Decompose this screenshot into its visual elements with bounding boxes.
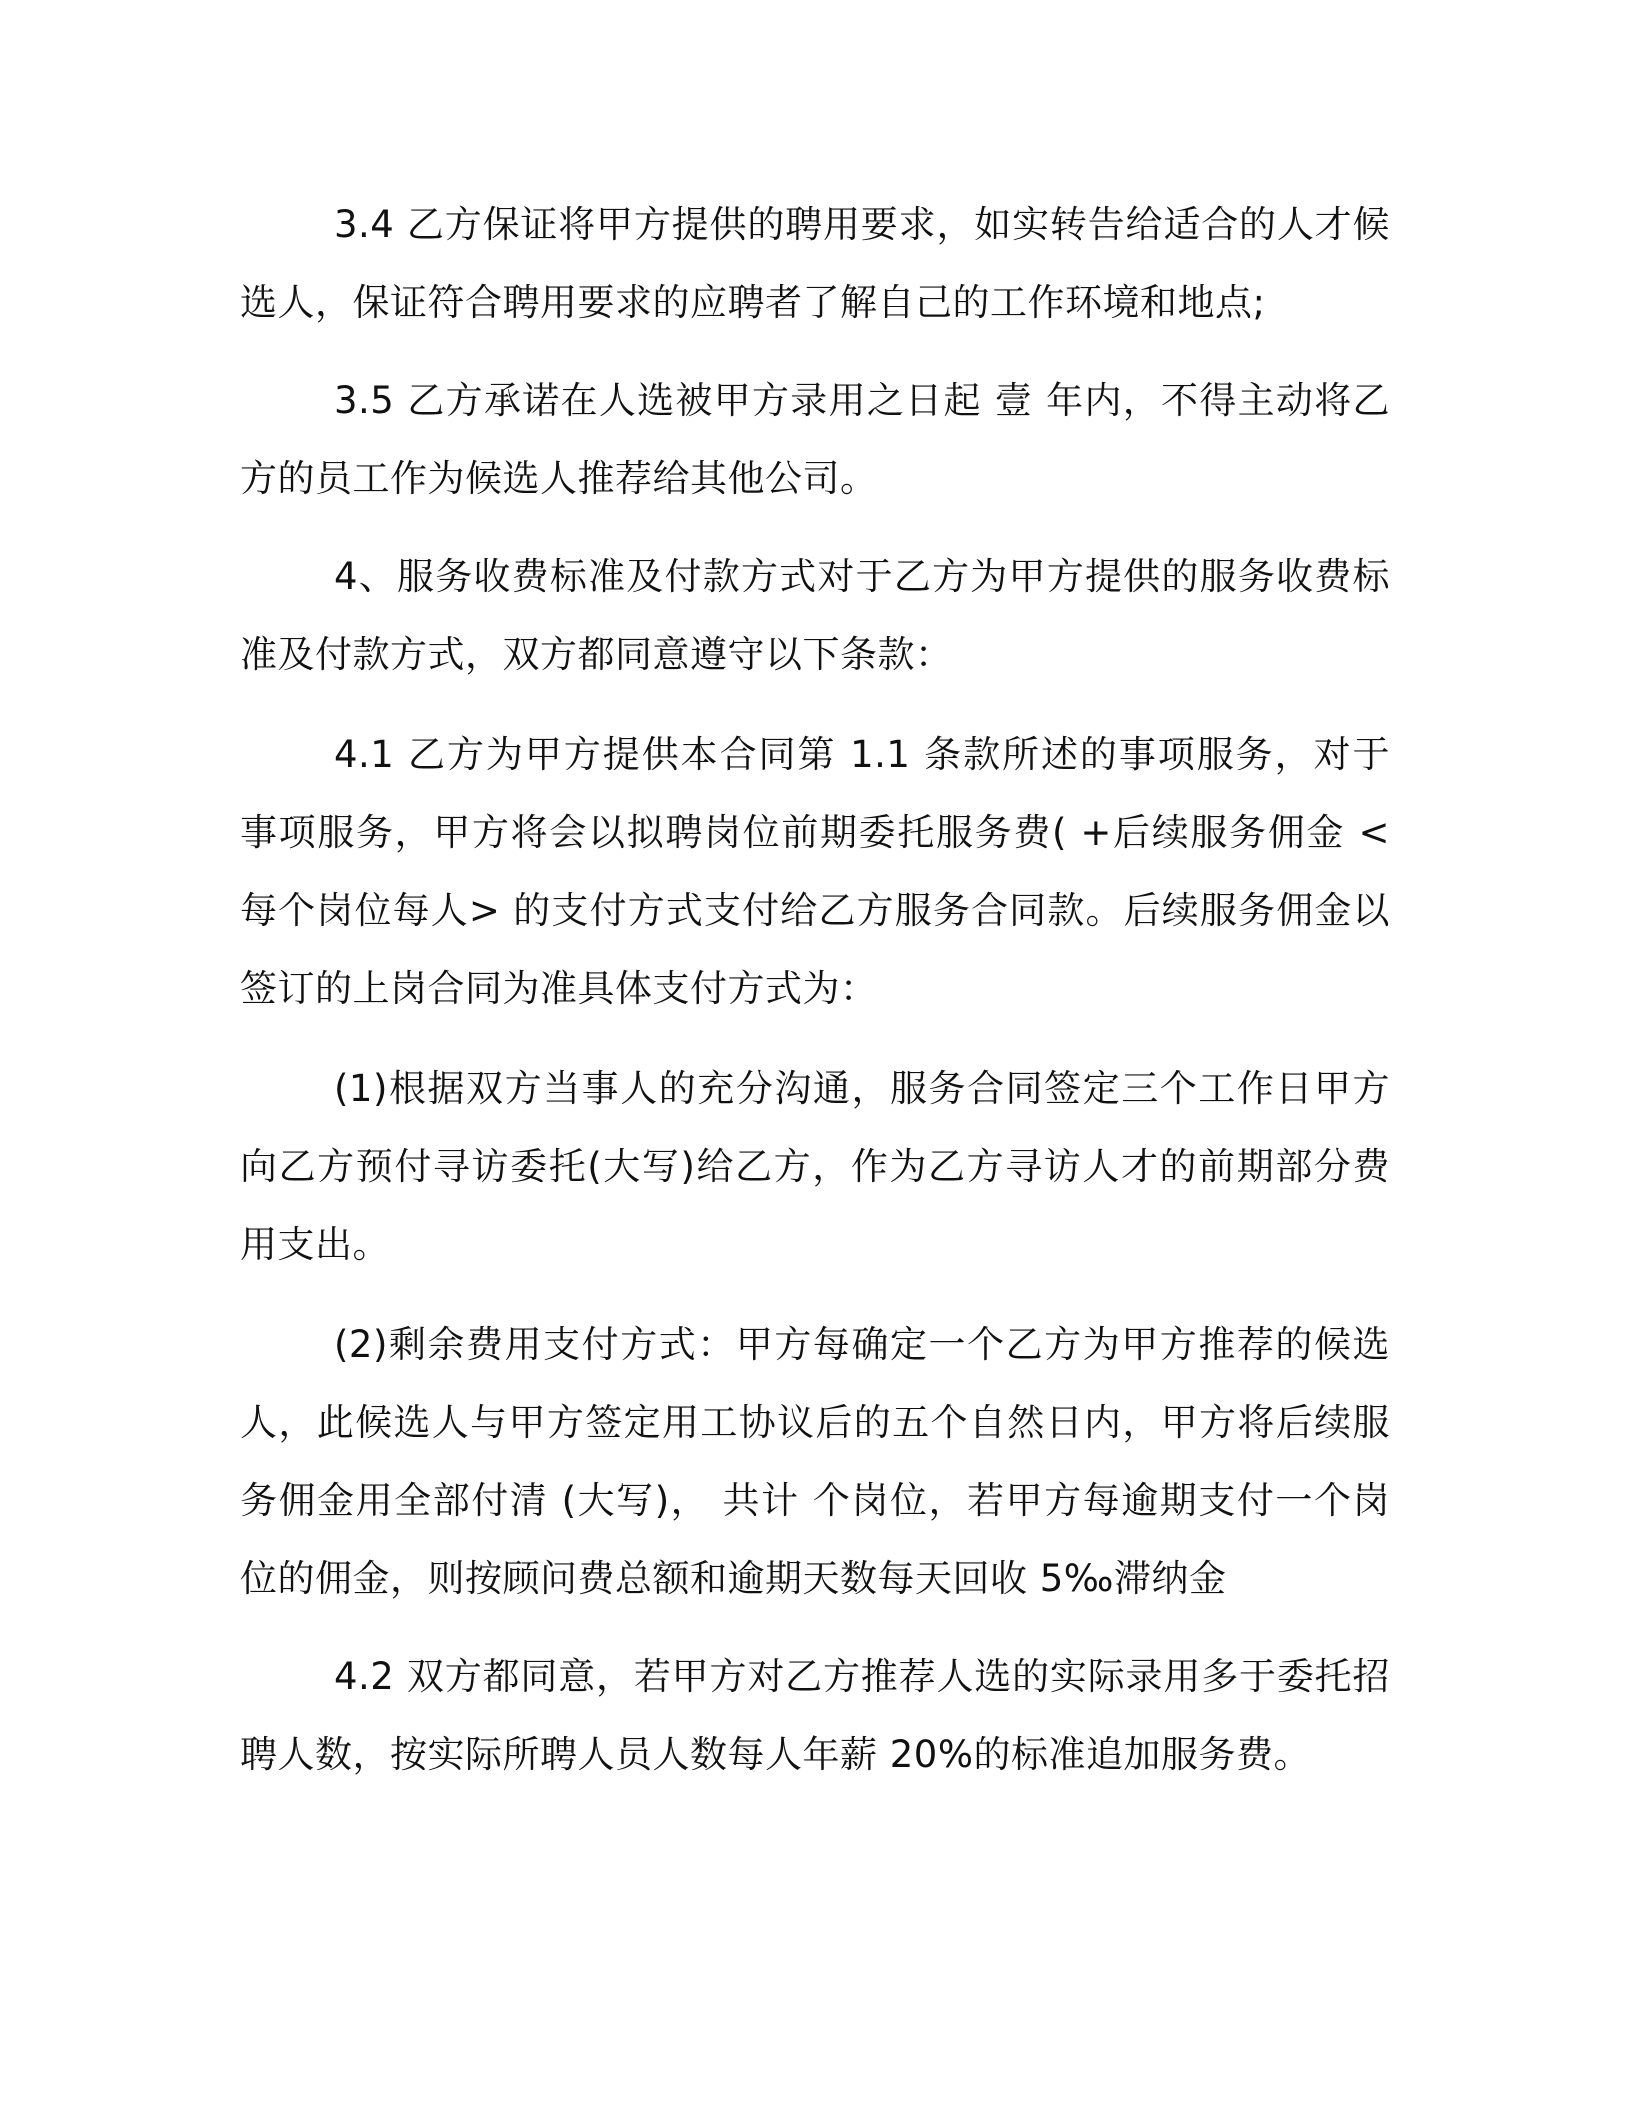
clause-3-4: 3.4 乙方保证将甲方提供的聘用要求，如实转告给适合的人才候选人，保证符合聘用要求的应聘者了解自己的工作环境和地点; xyxy=(240,203,1390,324)
clause-3-5: 3.5 乙方承诺在人选被甲方录用之日起 壹 年内，不得主动将乙方的员工作为候选人推荐给其他公司。 xyxy=(240,379,1390,500)
document-body xyxy=(240,186,1390,1794)
clause-4-1-item-1: (1)根据双方当事人的充分沟通，服务合同签定三个工作日甲方向乙方预付寻访委托(大写)给乙方，作为乙方寻访人才的前期部分费用支出。 xyxy=(240,1067,1390,1266)
clause-4-heading: 4、服务收费标准及付款方式对于乙方为甲方提供的服务收费标准及付款方式，双方都同意遵守以下条款： xyxy=(240,555,1390,676)
clause-4-2: 4.2 双方都同意，若甲方对乙方推荐人选的实际录用多于委托招聘人数，按实际所聘人员人数每人年薪 20%的标准追加服务费。 xyxy=(240,1655,1390,1776)
clause-4-1-item-2: (2)剩余费用支付方式：甲方每确定一个乙方为甲方推荐的候选人，此候选人与甲方签定用工协议后的五个自然日内，甲方将后续服务佣金用全部付清 (大写)， 共计 个岗位，若甲方每逾期支付一个岗位的佣金，则按顾问费总额和逾期天数每天回收 5‰滞纳金 xyxy=(240,1323,1390,1600)
clause-4-1: 4.1 乙方为甲方提供本合同第 1.1 条款所述的事项服务，对于事项服务，甲方将会以拟聘岗位前期委托服务费( +后续服务佣金 <每个岗位每人> 的支付方式支付给乙方服务合同款。后续服务佣金以签订的上岗合同为准具体支付方式为： xyxy=(240,733,1390,1010)
